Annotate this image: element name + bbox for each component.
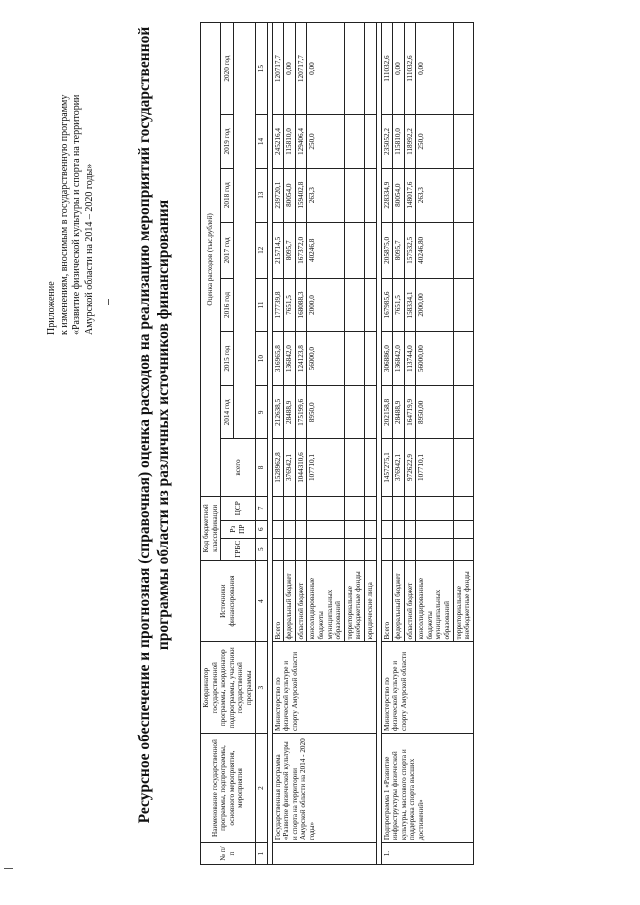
amount-cell: 1528962,8 [272,439,284,497]
amount-cell [364,331,376,386]
table-body [201,23,474,865]
amount-cell: 2000,00 [416,279,453,332]
amount-cell [364,115,376,169]
col-header-expenses: Оценка расходов (тыс.рублей) [201,23,221,497]
grbs-cell [295,538,307,560]
col-header-2018: 2018 год [221,168,233,222]
header-row [201,23,221,865]
amount-cell: 8950,00 [416,386,453,439]
amount-cell: 28488,9 [393,386,405,439]
amount-cell: 263,3 [416,168,453,222]
amount-cell: 7651,5 [284,279,296,332]
amount-cell: 7651,5 [393,279,405,332]
heading-line: Ресурсное обеспечение и прогнозная (справочная) оценка расходов на реализацию мероприятий государственной [136,26,153,824]
amount-cell: 167985,6 [381,279,393,332]
rzpr-cell [272,520,284,538]
csr-cell [393,496,405,520]
rzpr-cell [284,520,296,538]
amount-cell [364,23,376,115]
amount-cell: 168088,3 [295,279,307,332]
amount-cell: 115810,0 [393,115,405,169]
amount-cell: 0,00 [284,23,296,115]
amount-cell [453,168,473,222]
program-name: Подпрограмма 1 «Развитие инфраструктуры физической культуры, массового спорта и поддержка спорта высших достижений» [381,733,473,842]
amount-cell: 0,00 [393,23,405,115]
amount-cell: 157532,5 [404,222,416,279]
coordinator: Министерство по физической культуре и спорту Амурской области [381,642,473,733]
amount-cell: 56000,00 [416,331,453,386]
financing-source: юридические лица [364,560,376,642]
col-header-2014: 2014 год [221,386,233,439]
financing-source: Всего [272,560,284,642]
amount-cell: 376942,1 [393,439,405,497]
column-index-cell: 3 [255,642,267,733]
amount-cell: 120717,7 [295,23,307,115]
col-header-coordinator: Координатор государственной программы, координатор подпрограммы, участники государственной программы [201,642,256,733]
column-index-cell: 1 [255,843,267,865]
grbs-cell [272,538,284,560]
grbs-cell [381,538,393,560]
rzpr-cell [393,520,405,538]
rzpr-cell [416,520,453,538]
amount-cell: 1457275,1 [381,439,393,497]
amount-cell: 177739,8 [272,279,284,332]
amount-cell: 115810,0 [284,115,296,169]
csr-cell [381,496,393,520]
document-heading [135,25,173,825]
amount-cell [364,439,376,497]
amount-cell: 148017,6 [404,168,416,222]
col-header-num: № п/п [201,843,256,865]
rzpr-cell [307,520,344,538]
col-header-grbs: ГРБС [221,538,255,560]
column-index-cell: 11 [255,279,267,332]
rzpr-cell [295,520,307,538]
appendix-line: к изменениям, вносимым в государственную программу [58,94,70,335]
column-index-cell: 7 [255,496,267,520]
amount-cell [453,222,473,279]
rzpr-cell [453,520,473,538]
csr-cell [284,496,296,520]
amount-cell: 245216,4 [272,115,284,169]
column-index-cell: 14 [255,115,267,169]
grbs-cell [416,538,453,560]
amount-cell: 235052,2 [381,115,393,169]
column-index-cell: 10 [255,331,267,386]
amount-cell: 107710,1 [416,439,453,497]
grbs-cell [364,538,376,560]
amount-cell: 8095,7 [284,222,296,279]
column-index-cell: 8 [255,439,267,497]
financing-source: федеральный бюджет [284,560,296,642]
amount-cell: 136842,0 [284,331,296,386]
col-header-csr: ЦСР [221,496,255,520]
col-header-budget-code: Код бюджетной классификации [201,496,221,560]
amount-cell [344,386,364,439]
col-header-2016: 2016 год [221,279,233,332]
col-header-source: Источники финансирования [201,560,256,642]
rzpr-cell [364,520,376,538]
col-header-2020: 2020 год [221,23,233,115]
column-index-cell: 9 [255,386,267,439]
csr-cell [307,496,344,520]
col-header-name: Наименование государственной программы, подпрограммы, основного мероприятия, мероприятия [201,733,256,842]
amount-cell: 228334,9 [381,168,393,222]
grbs-cell [404,538,416,560]
amount-cell [344,279,364,332]
amount-cell [453,279,473,332]
column-index-cell: 15 [255,23,267,115]
amount-cell: 250,0 [416,115,453,169]
col-header-2015: 2015 год [221,331,233,386]
amount-cell: 8095,7 [393,222,405,279]
amount-cell [453,115,473,169]
amount-cell: 2000,0 [307,279,344,332]
amount-cell: 8950,0 [307,386,344,439]
financing-source: консолидированные бюджеты муниципальных образований [307,560,344,642]
table-row [272,23,284,865]
amount-cell: 205875,0 [381,222,393,279]
amount-cell: 376942,1 [284,439,296,497]
csr-cell [295,496,307,520]
column-index-cell: 12 [255,222,267,279]
amount-cell: 56000,0 [307,331,344,386]
csr-cell [344,496,364,520]
column-index-cell: 13 [255,168,267,222]
amount-cell [344,23,364,115]
scan-mark [108,299,109,305]
amount-cell: 1044310,6 [295,439,307,497]
amount-cell: 175199,6 [295,386,307,439]
appendix-note [46,35,96,335]
amount-cell [453,23,473,115]
rzpr-cell [381,520,393,538]
financing-source: территориальные внебюджетные фонды [453,560,473,642]
col-header-total: всего [221,439,255,497]
col-header-2019: 2019 год [221,115,233,169]
amount-cell: 263,3 [307,168,344,222]
amount-cell: 40246,8 [307,222,344,279]
amount-cell: 28488,9 [284,386,296,439]
amount-cell [364,222,376,279]
amount-cell: 202158,8 [381,386,393,439]
col-header-2017: 2017 год [221,222,233,279]
header-spacer-cell [233,23,255,439]
row-number: 1. [381,843,473,865]
amount-cell: 167372,0 [295,222,307,279]
amount-cell: 136842,0 [393,331,405,386]
scan-mark [4,868,13,869]
amount-cell: 0,00 [307,23,344,115]
amount-cell: 972622,9 [404,439,416,497]
column-index-cell: 6 [255,520,267,538]
amount-cell: 159402,8 [295,168,307,222]
amount-cell [364,386,376,439]
column-index-cell: 2 [255,733,267,842]
column-index-row [255,23,267,865]
csr-cell [416,496,453,520]
grbs-cell [453,538,473,560]
grbs-cell [284,538,296,560]
financing-source: областной бюджет [404,560,416,642]
amount-cell: 111032,6 [381,23,393,115]
amount-cell: 239720,1 [272,168,284,222]
amount-cell: 316965,8 [272,331,284,386]
amount-cell [344,115,364,169]
financing-table [200,22,474,865]
financing-source: консолидированные бюджеты муниципальных образований [416,560,453,642]
financing-source: территориальные внебюджетные фонды [344,560,364,642]
amount-cell: 129406,4 [295,115,307,169]
csr-cell [272,496,284,520]
amount-cell: 113744,0 [404,331,416,386]
csr-cell [453,496,473,520]
amount-cell: 164719,9 [404,386,416,439]
amount-cell [453,331,473,386]
rzpr-cell [404,520,416,538]
rzpr-cell [344,520,364,538]
amount-cell [344,168,364,222]
financing-source: Всего [381,560,393,642]
amount-cell: 250,0 [307,115,344,169]
amount-cell: 212638,5 [272,386,284,439]
grbs-cell [393,538,405,560]
financing-source: федеральный бюджет [393,560,405,642]
column-index-cell: 4 [255,560,267,642]
amount-cell: 306886,0 [381,331,393,386]
appendix-title: Приложение [46,281,57,335]
grbs-cell [344,538,364,560]
amount-cell: 80054,0 [393,168,405,222]
heading-line: программы области из различных источников финансирования [155,199,172,651]
amount-cell [364,168,376,222]
financing-source: областной бюджет [295,560,307,642]
amount-cell: 0,00 [416,23,453,115]
amount-cell [453,386,473,439]
grbs-cell [307,538,344,560]
appendix-line: Амурской области на 2014 – 2020 годы» [83,163,95,335]
amount-cell [453,439,473,497]
amount-cell [344,331,364,386]
amount-cell: 120717,7 [272,23,284,115]
appendix-line: «Развитие физической культуры и спорта на территории [71,94,82,335]
csr-cell [404,496,416,520]
amount-cell [344,439,364,497]
amount-cell: 111032,6 [404,23,416,115]
amount-cell: 107710,1 [307,439,344,497]
amount-cell: 118992,2 [404,115,416,169]
column-index-cell: 5 [255,538,267,560]
program-name: Государственная программа «Развитие физической культуры и спорта на территории Амурской области на 2014 - 2020 годы» [272,733,376,842]
table-row [381,23,393,865]
col-header-rzpr: Рз ПР [221,520,255,538]
amount-cell: 124123,8 [295,331,307,386]
csr-cell [364,496,376,520]
amount-cell: 158334,1 [404,279,416,332]
amount-cell: 40246,80 [416,222,453,279]
coordinator: Министерство по физической культуре и спорту Амурской области [272,642,376,733]
row-number [272,843,376,865]
amount-cell [344,222,364,279]
amount-cell: 215714,5 [272,222,284,279]
amount-cell [364,279,376,332]
amount-cell: 80054,0 [284,168,296,222]
